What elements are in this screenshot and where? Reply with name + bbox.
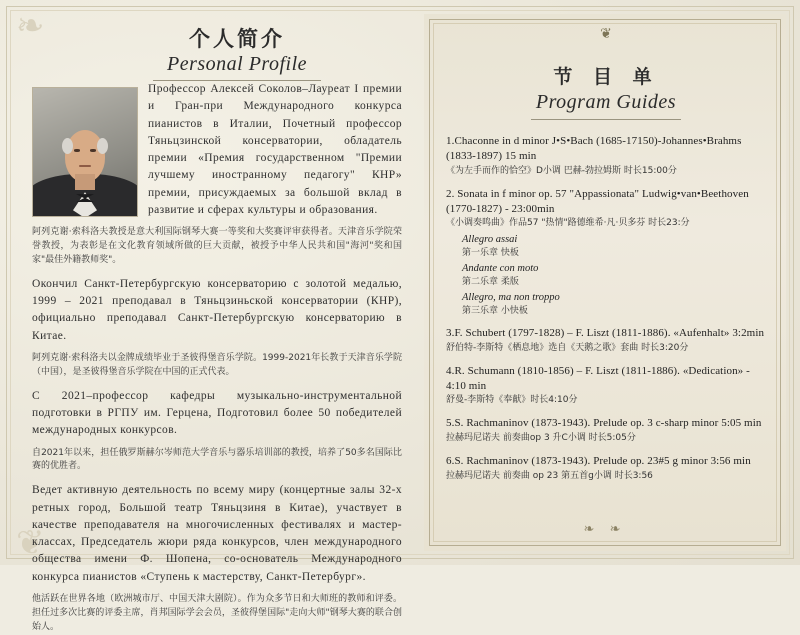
movement-label-cn: 第二乐章 柔版 — [462, 276, 519, 287]
program-title-line: 4.R. Schumann (1810-1856) – F. Liszt (1811-1886). «Dedication» - 4:10 min — [446, 364, 750, 392]
profile-paragraph-cn-4: 他活跃在世界各地（欧洲城市厅、中国天津大剧院）。作为众多节日和大师班的教师和评委。担任过多次比赛的评委主席，肖邦国际学会会员，圣彼得堡国际"走向大师"钢琴大赛的联合创始人。 — [32, 593, 402, 632]
ornament-bottom-icon: ❧ ❧ — [583, 521, 627, 536]
movement-label: Allegro assai — [462, 234, 518, 246]
list-item — [446, 364, 766, 408]
program-title-line: 2. Sonata in f minor op. 57 "Appassionata" Ludwig•van•Beethoven (1770-1827) - 23:00min — [446, 187, 749, 215]
list-item — [446, 326, 766, 355]
profile-title-block — [72, 28, 402, 81]
program-guides-section — [424, 14, 786, 551]
ornament-top-icon: ❦ — [600, 27, 612, 42]
program-title-line-cn: 《小调奏鸣曲》作品57 "热情"路德维希·凡·贝多芬 时长23:分 — [446, 218, 690, 229]
portrait-photo — [32, 87, 138, 217]
program-title-line: 1.Chaconne in d minor J•S•Bach (1685-17150)-Johannes•Brahms (1833-1897) 15 min — [446, 135, 742, 162]
program-list — [446, 134, 766, 483]
program-title-cn: 节 目 单 — [553, 66, 659, 88]
program-title-line-cn: 舒伯特-李斯特《栖息地》选自《天鹅之歌》套曲 时长3:20分 — [446, 342, 689, 353]
corner-flourish-top-left: ❧ — [16, 8, 45, 45]
program-title-en: Program Guides — [535, 91, 677, 113]
list-item — [446, 134, 766, 178]
program-title-line-cn: 拉赫玛尼诺夫 前奏曲op 3 升C小调 时长5:05分 — [446, 433, 636, 444]
list-item — [446, 416, 766, 445]
profile-title-cn: 个人简介 — [189, 27, 285, 51]
program-title-line: 3.F. Schubert (1797-1828) – F. Liszt (1811-1886). «Aufenhalt» 3:2min — [446, 326, 765, 339]
program-title-line-cn: 舒曼-李斯特《奉献》时长4:10分 — [446, 395, 578, 406]
profile-paragraph-cn-3: 自2021年以来，担任俄罗斯赫尔岑师范大学音乐与器乐培训部的教授，培养了50多名国际比赛的优胜者。 — [32, 447, 402, 472]
personal-profile-section — [14, 14, 418, 632]
movement-label-cn: 第一乐章 快板 — [462, 248, 519, 259]
corner-flourish-bottom-left: ❦ — [16, 525, 45, 562]
program-title-rule — [531, 119, 681, 120]
program-title-line: 6.S. Rachmaninov (1873-1943). Prelude op. 23#5 g minor 3:56 min — [446, 455, 751, 468]
profile-paragraph-cn-1: 阿列克谢·索科洛夫教授是意大利国际钢琴大赛一等奖和大奖赛评审获得者。天津音乐学院荣誉教授，为表彰是在文化教育领域所做的巨大贡献，被授予中华人民共和国"海河"奖和国家"最佳外籍教师奖"。 — [32, 227, 402, 265]
movement-label: Allegro, ma non troppo — [462, 292, 560, 304]
movement-label: Andante con moto — [462, 263, 539, 275]
profile-paragraph-ru-3: С 2021–профессор кафедры музыкально-инструментальной подготовки в РГПУ им. Герцена, Подготовил более 50 победителей международных конкурсов. — [32, 389, 402, 437]
program-title-line-cn: 《为左手而作的恰空》D小调 巴赫-勃拉姆斯 时长15:00分 — [446, 165, 677, 176]
program-title-line-cn: 拉赫玛尼诺夫 前奏曲 op 23 第五首g小调 时长3:56 — [446, 471, 653, 482]
profile-paragraph-ru-4: Ведет активную деятельность по всему миру (концертные залы 32-х ретных город, Большой театр Тяньцзиня в Китае), участвует в качестве преподавателя на многочисленных фестивалях и мастер-классах, Председатель жюри ряда конкурсов, член международного общества имени Ф. Шопена, со-основатель Международного конкурса пианистов «Ступень к мастерству, Санкт-Петербург». — [32, 484, 402, 583]
profile-paragraph-cn-2: 阿列克谢·索科洛夫以金牌成绩毕业于圣彼得堡音乐学院。1999-2021年长教于天津音乐学院（中国），是圣彼得堡音乐学院在中国的正式代表。 — [32, 352, 402, 377]
profile-title-en: Personal Profile — [166, 53, 308, 76]
list-item — [446, 454, 766, 483]
profile-paragraph-ru-1: Профессор Алексей Соколов–Лауреат I премии и Гран-при Международного конкурса пианистов в Италии, Почетный профессор Тяньцзинской консерватории, обладатель премии «Премия государственном "Премии лучшему иностранному педагогу" КНР» премии, присуждаемых за большой вклад в развитие и сферах культуры и образования. — [148, 83, 402, 216]
movement-label-cn: 第三乐章 小快板 — [462, 305, 528, 316]
program-title-line: 5.S. Rachmaninov (1873-1943). Prelude op. 3 c-sharp minor 5:05 min — [446, 417, 762, 430]
list-item — [446, 187, 766, 317]
profile-paragraph-ru-2: Окончил Санкт-Петербургскую консерваторию с золотой медалью, 1999 – 2021 преподавал в Тяньцзиньской консерватории (КНР), официально преподавал Санкт-Петербургскую консерваторию в Китае. — [32, 277, 402, 342]
